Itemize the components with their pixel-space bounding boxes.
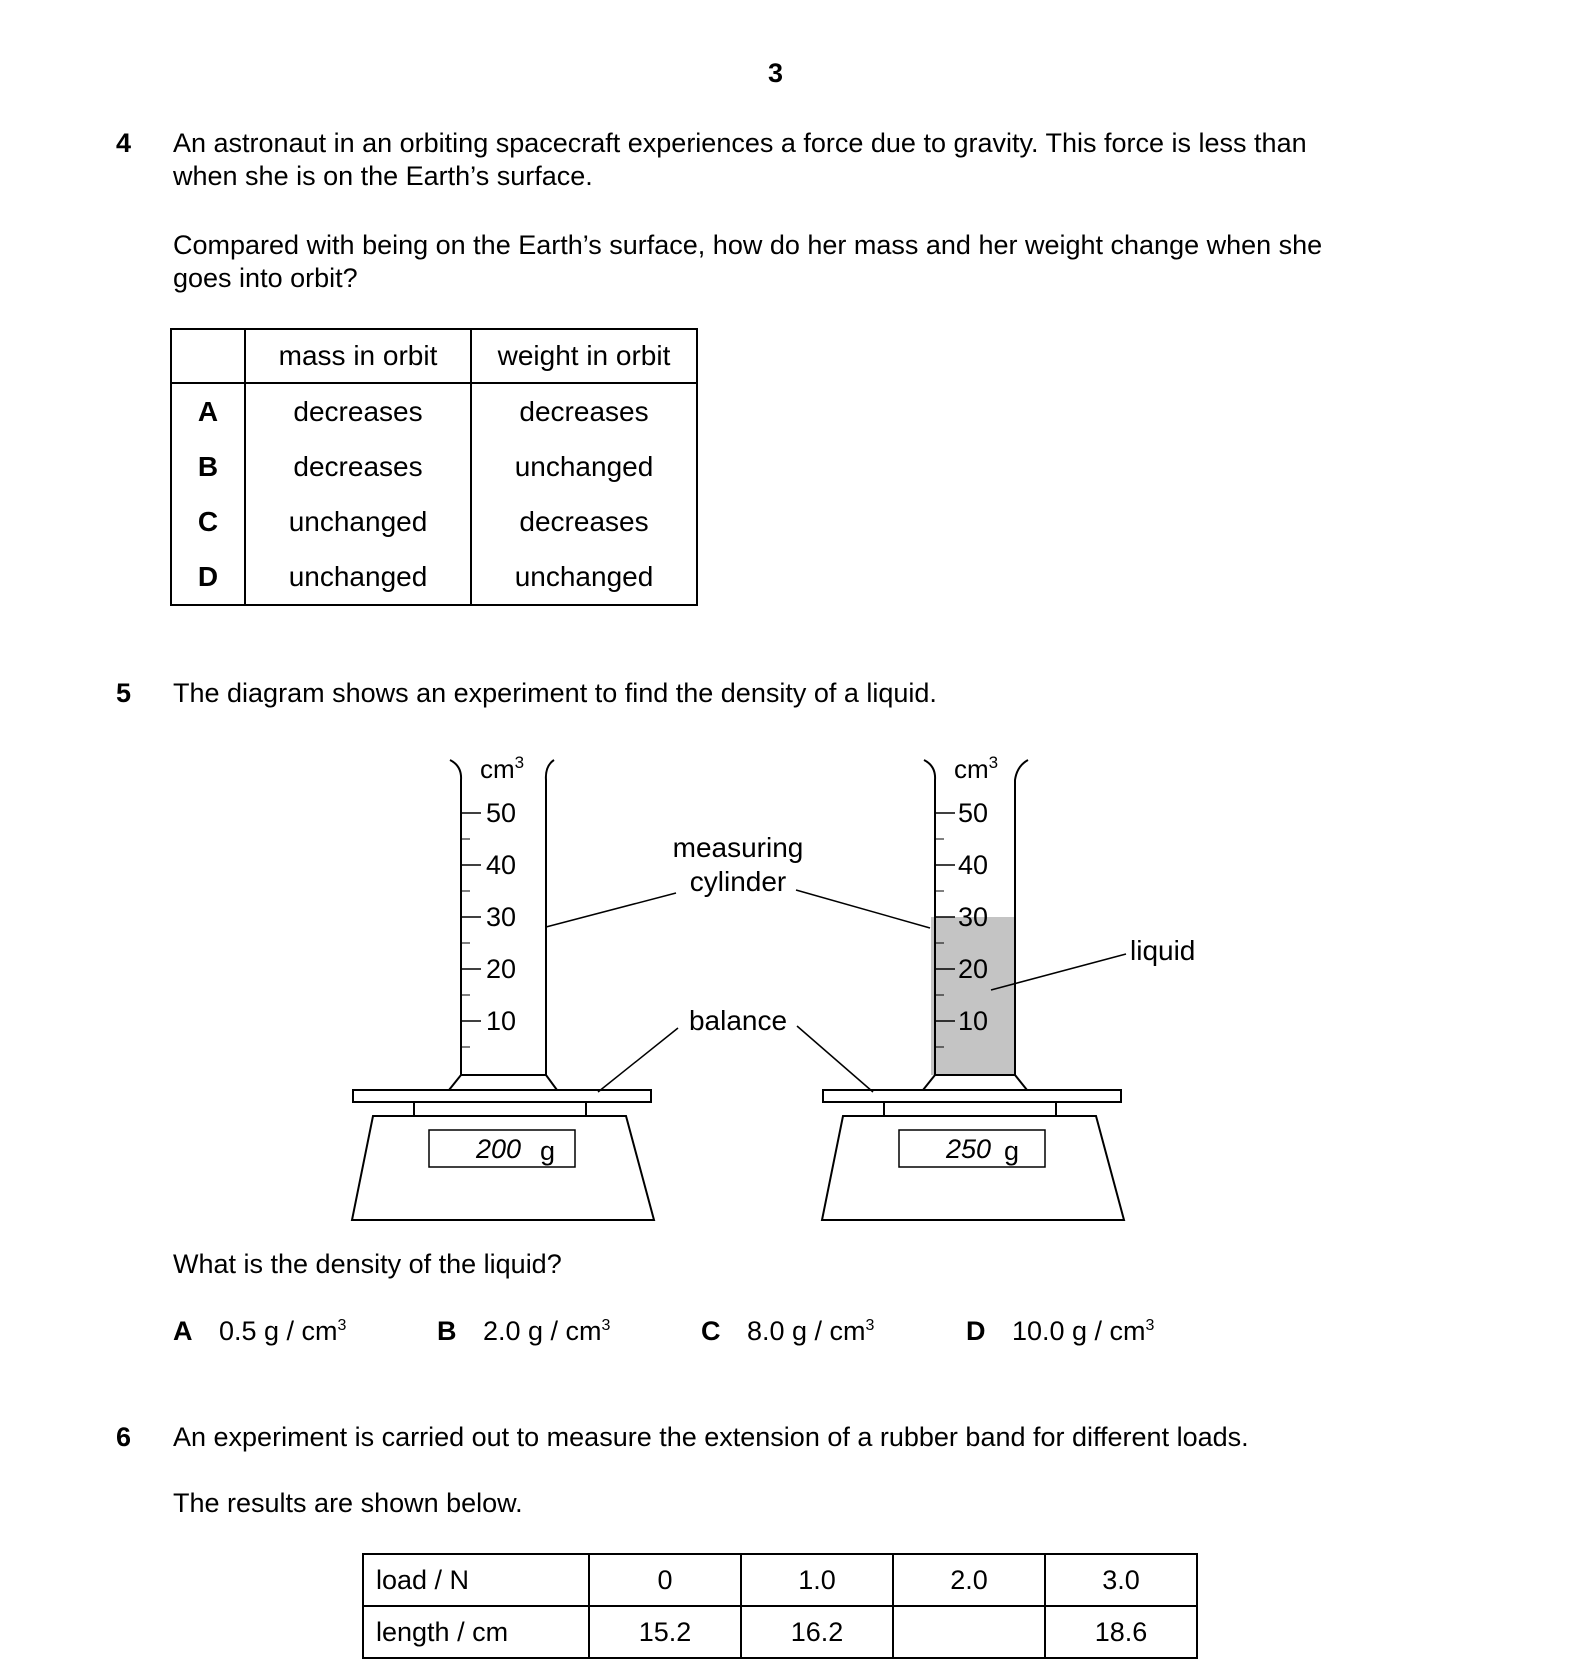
question-4-question-line2: goes into orbit? [173,263,358,293]
leader-line-cylinder-right [796,890,930,928]
table-row [363,1554,1197,1606]
load-value: 2.0 [893,1554,1045,1606]
length-value: 18.6 [1045,1606,1197,1658]
length-value: 15.2 [589,1606,741,1658]
left-cylinder-scale-ticks [461,813,481,1047]
right-balance [822,1090,1124,1220]
left-scale-label-20: 20 [486,954,517,984]
density-experiment-diagram [0,740,1570,1230]
load-value: 3.0 [1045,1554,1197,1606]
question-5-question: What is the density of the liquid? [173,1249,562,1279]
question-6-results-table [362,1553,1198,1659]
option-value: 0.5 g / $cm^3$ [218,1316,347,1346]
question-4-text-line1: An astronaut in an orbiting spacecraft experiences a force due to gravity. This force is less than [173,128,1307,158]
length-header: length / cm [363,1606,589,1658]
right-scale-label-20: 20 [958,954,989,984]
question-5-option-b [437,1316,610,1347]
left-scale-label-30: 30 [486,902,517,932]
option-label: D [171,549,245,605]
mass-cell: unchanged [245,549,471,605]
label-liquid: liquid [1130,935,1196,966]
weight-cell: decreases [471,494,697,549]
table-row [363,1606,1197,1658]
weight-cell: decreases [471,383,697,439]
table-header-blank [171,329,245,383]
question-6-results-text: The results are shown below. [173,1488,523,1518]
right-measuring-cylinder [923,753,1028,1090]
table-header-row [171,329,697,383]
left-balance-unit: g [540,1136,556,1166]
left-balance [352,1090,654,1220]
option-value: 10.0 g / $cm^3$ [1011,1316,1155,1346]
option-value: 2.0 g / $cm^3$ [482,1316,611,1346]
weight-cell: unchanged [471,439,697,494]
table-row [171,494,697,549]
left-scale-label-10: 10 [486,1006,517,1036]
load-value: 1.0 [741,1554,893,1606]
mass-cell: decreases [245,439,471,494]
liquid-column [931,917,1015,1075]
question-5-option-c [701,1316,874,1347]
question-4-question-line1: Compared with being on the Earth’s surface, how do her mass and her weight change when she [173,230,1323,260]
diagram-labels [546,832,1195,1092]
leader-line-cylinder-left [546,893,676,927]
question-4-text-line2: when she is on the Earth’s surface. [173,161,593,191]
option-value: 8.0 g / $cm^3$ [746,1316,875,1346]
table-header-mass: mass in orbit [245,329,471,383]
mass-cell: decreases [245,383,471,439]
left-cylinder-unit: $cm^3$ [480,753,525,784]
mass-cell: unchanged [245,494,471,549]
question-5-option-d [966,1316,1154,1347]
left-balance-reading: 200 [476,1134,522,1164]
load-value: 0 [589,1554,741,1606]
weight-cell: unchanged [471,549,697,605]
leader-line-balance-left [598,1028,678,1092]
leader-line-balance-right [797,1026,873,1092]
right-scale-label-10: 10 [958,1006,989,1036]
option-label: B [171,439,245,494]
table-header-weight: weight in orbit [471,329,697,383]
right-scale-label-30: 30 [958,902,989,932]
label-balance: balance [688,1005,788,1036]
right-cylinder-unit: $cm^3$ [954,753,999,784]
right-scale-label-40: 40 [958,850,989,880]
left-scale-label-40: 40 [486,850,517,880]
question-6-text: An experiment is carried out to measure the extension of a rubber band for different loads. [173,1422,1249,1452]
length-value: 16.2 [741,1606,893,1658]
option-label: C [171,494,245,549]
question-4-number: 4 [116,128,132,158]
option-letter: C [701,1316,721,1346]
question-6-number: 6 [116,1422,132,1452]
label-cylinder: cylinder [689,866,787,897]
length-value [893,1606,1045,1658]
question-5-option-a [173,1316,346,1347]
left-scale-label-50: 50 [486,798,517,828]
left-measuring-cylinder [449,753,557,1090]
question-5-text: The diagram shows an experiment to find the density of a liquid. [173,678,937,708]
option-letter: B [437,1316,457,1346]
option-label: A [171,383,245,439]
right-balance-unit: g [1004,1136,1020,1166]
table-row [171,549,697,605]
right-balance-reading: 250 [946,1134,992,1164]
load-header: load / N [363,1554,589,1606]
question-4-answer-table [170,328,698,606]
label-measuring: measuring [672,832,804,863]
option-letter: D [966,1316,986,1346]
page-number: 3 [768,58,784,88]
table-row [171,383,697,439]
option-letter: A [173,1316,193,1346]
table-row [171,439,697,494]
question-5-number: 5 [116,678,132,708]
right-scale-label-50: 50 [958,798,989,828]
